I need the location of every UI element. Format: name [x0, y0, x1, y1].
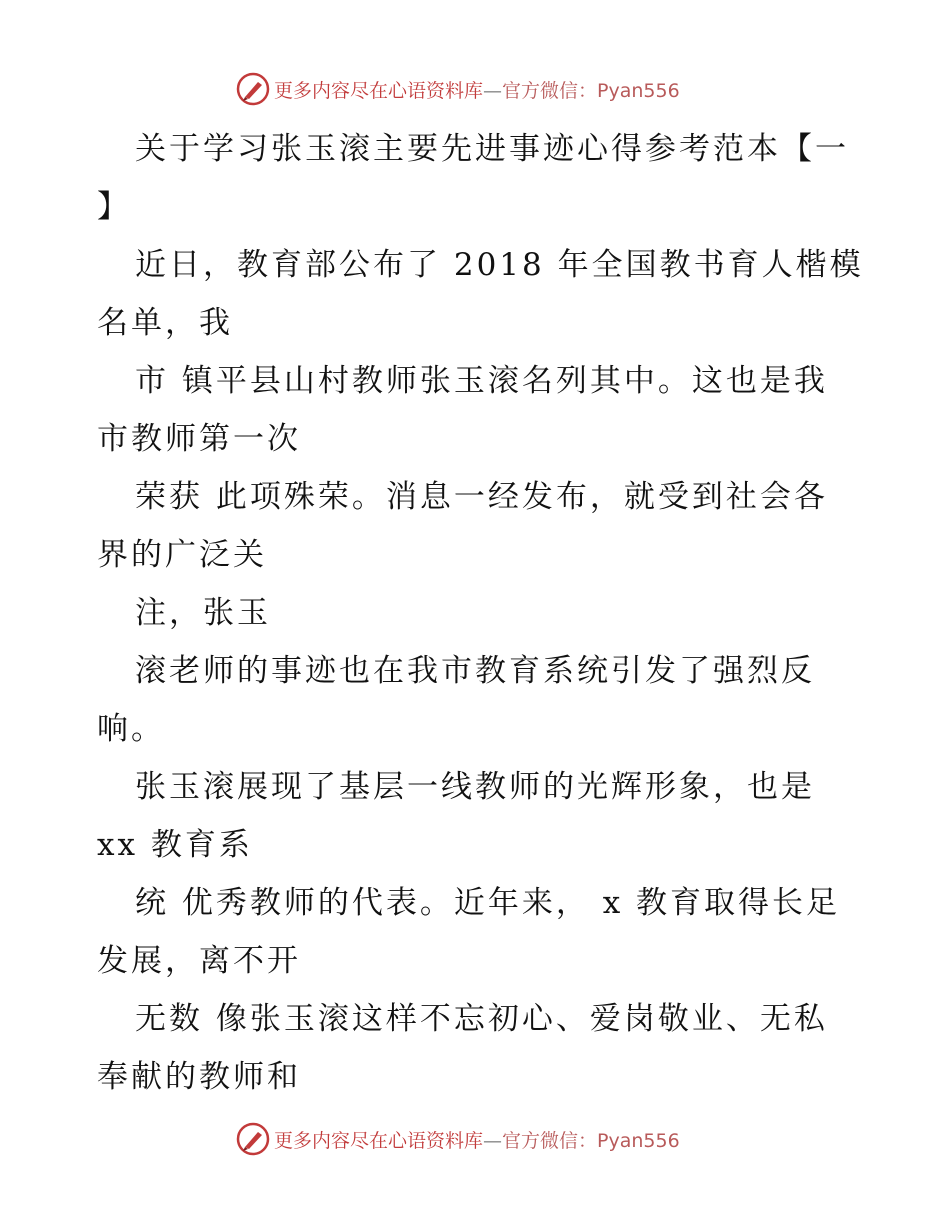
- doc-line: 荣获 此项殊荣。消息一经发布，就受到社会各: [135, 479, 828, 515]
- doc-line: 发展，离不开: [97, 943, 301, 979]
- pen-logo-icon: [236, 72, 270, 106]
- banner-wechat-id: Pyan556: [597, 79, 680, 102]
- banner-wechat-id: Pyan556: [597, 1129, 680, 1152]
- pen-logo-icon: [236, 1122, 270, 1156]
- footer-banner: [236, 1122, 756, 1156]
- banner-separator: —: [483, 1129, 503, 1152]
- doc-line: 张玉滚展现了基层一线教师的光辉形象，也是: [135, 769, 815, 805]
- doc-line: 响。: [97, 711, 165, 747]
- banner-text: [274, 1126, 680, 1153]
- banner-title: 更多内容尽在心语资料库: [274, 79, 484, 102]
- doc-title-line-2: 】: [97, 189, 131, 225]
- doc-line: 市教师第一次: [97, 421, 301, 457]
- doc-line: 界的广泛关: [97, 537, 267, 573]
- banner-separator: —: [483, 79, 503, 102]
- document-body: [97, 120, 867, 1106]
- doc-title-line-1: 关于学习张玉滚主要先进事迹心得参考范本【一: [135, 131, 849, 167]
- doc-line: 市 镇平县山村教师张玉滚名列其中。这也是我: [135, 363, 828, 399]
- doc-line: 名单，我: [97, 305, 233, 341]
- doc-line: 奉献的教师和: [97, 1059, 301, 1095]
- banner-text: [274, 76, 680, 103]
- banner-wechat-label: 官方微信：: [502, 1129, 598, 1152]
- doc-line: 近日，教育部公布了 2018 年全国教书育人楷模: [135, 247, 864, 283]
- doc-line: xx 教育系: [97, 827, 253, 863]
- banner-wechat-label: 官方微信：: [502, 79, 598, 102]
- doc-line: 无数 像张玉滚这样不忘初心、爱岗敬业、无私: [135, 1001, 828, 1037]
- banner-title: 更多内容尽在心语资料库: [274, 1129, 484, 1152]
- doc-line: 滚老师的事迹也在我市教育系统引发了强烈反: [135, 653, 815, 689]
- doc-line: 统 优秀教师的代表。近年来， x 教育取得长足: [135, 885, 841, 921]
- doc-line: 注，张玉: [135, 595, 271, 631]
- header-banner: [236, 72, 756, 106]
